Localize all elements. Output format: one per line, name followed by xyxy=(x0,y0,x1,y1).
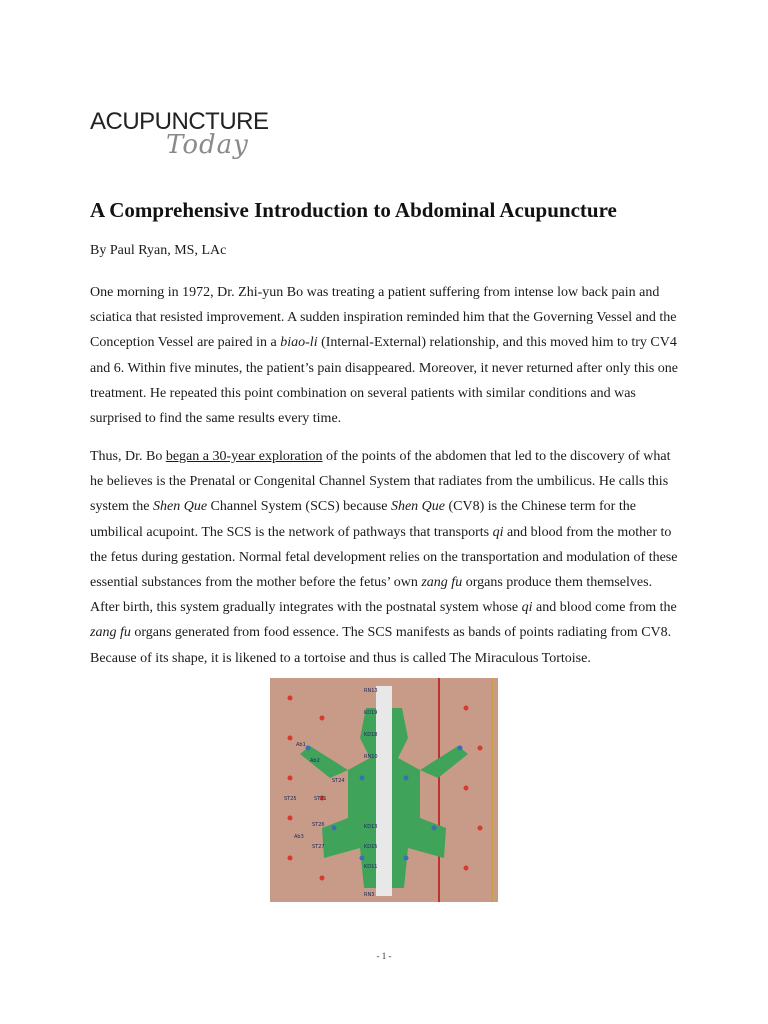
p2-italic-2: Shen Que xyxy=(390,499,446,515)
label-kd19: KD19 xyxy=(364,710,378,716)
label-kd11: KD11 xyxy=(364,864,378,870)
acupuncture-today-logo xyxy=(90,108,269,168)
blue-dot xyxy=(432,826,437,831)
label-st26: ST26 xyxy=(312,822,325,828)
p1-italic-term: biao-li xyxy=(280,335,318,351)
label-kd15: KD15 xyxy=(364,844,378,850)
red-dot xyxy=(288,696,293,701)
p2-italic-4: zang fu xyxy=(421,575,463,591)
p2-text-8: organs generated from food essence. The SCS manifests as bands of points radiating from CV8. Because of its shape, it is likened to a tortoise and thus is called The Miraculous Tortoise. xyxy=(90,625,672,666)
blue-dot xyxy=(404,776,409,781)
p2-text-1: Thus, Dr. Bo xyxy=(90,449,166,464)
logo-sub-text: Today xyxy=(166,130,249,160)
red-dot xyxy=(288,816,293,821)
tortoise-diagram-svg xyxy=(270,678,498,902)
logo-main-text: ACUPUNCTURE xyxy=(90,108,269,135)
p2-text-7: and blood come from the xyxy=(532,600,677,616)
p1-text-b: (Internal-External) relationship, and this moved him to try CV4 and 6. Within five minutes, the patient’s pain disappeared. Moreover, it never returned after only this one treatment. He repeated this point combination on several patients with similar conditions and was surprised to find the same results every time. xyxy=(90,335,678,427)
label-ab3: Ab3 xyxy=(294,834,304,840)
label-st27: ST27 xyxy=(312,844,325,850)
p2-text-4: (CV8) is the Chinese term for the umbilical acupoint. The SCS is the network of pathways that transports xyxy=(90,499,636,540)
red-dot xyxy=(478,746,483,751)
spine-strip xyxy=(376,686,392,896)
paragraph-1 xyxy=(90,280,680,431)
label-ab1: Ab1 xyxy=(296,742,306,748)
p2-text-5: and blood from the mother to the fetus during gestation. Normal fetal development relies on the transportation and modulation of these essential substances from the mother before the fetus’ own xyxy=(90,524,678,591)
blue-dot xyxy=(404,856,409,861)
label-kd18: KD18 xyxy=(364,732,378,738)
label-ab2: Ab2 xyxy=(310,758,320,764)
p2-text-3: Channel System (SCS) because xyxy=(207,499,391,515)
p2-text-6: organs produce them themselves. After birth, this system gradually integrates with the postnatal system whose xyxy=(90,575,653,616)
blue-dot xyxy=(306,746,311,751)
label-st25: ST25 xyxy=(284,796,297,802)
red-dot xyxy=(478,826,483,831)
label-kd13: KD13 xyxy=(364,824,378,830)
label-st24: ST24 xyxy=(332,778,345,784)
label-rn3: RN3 xyxy=(364,892,375,898)
blue-dot xyxy=(332,826,337,831)
article-title: A Comprehensive Introduction to Abdominal Acupuncture xyxy=(90,198,617,222)
red-dot xyxy=(288,776,293,781)
p2-italic-3: qi xyxy=(492,524,504,540)
label-st21: ST21 xyxy=(314,796,327,802)
page-number: - 1 - xyxy=(376,951,392,961)
red-dot xyxy=(464,706,469,711)
byline: By Paul Ryan, MS, LAc xyxy=(90,243,227,258)
blue-dot xyxy=(360,776,365,781)
p2-italic-5: qi xyxy=(521,600,533,616)
tortoise-diagram-photo xyxy=(270,678,498,902)
p1-text-a: One morning in 1972, Dr. Zhi-yun Bo was treating a patient suffering from intense low back pain and sciatica that resisted improvement. A sudden inspiration reminded him that the Governing Vessel and the Conception Vessel are paired in a xyxy=(90,285,677,351)
paragraph-2 xyxy=(90,444,680,671)
p2-italic-6: zang fu xyxy=(90,625,131,641)
p2-italic-1: Shen Que xyxy=(153,499,208,515)
blue-dot xyxy=(458,746,463,751)
red-dot xyxy=(320,716,325,721)
p2-text-2: of the points of the abdomen that led to the discovery of what he believes is the Prenatal or Congenital Channel System that radiates from the umbilicus. He calls this system the xyxy=(90,449,671,515)
red-dot xyxy=(288,736,293,741)
exploration-link[interactable]: began a 30-year exploration xyxy=(165,449,323,464)
blue-dot xyxy=(360,856,365,861)
label-rn13: RN13 xyxy=(364,688,378,694)
red-dot xyxy=(464,866,469,871)
red-dot xyxy=(464,786,469,791)
red-dot xyxy=(288,856,293,861)
red-dot xyxy=(320,876,325,881)
label-rn10: RN10 xyxy=(364,754,378,760)
